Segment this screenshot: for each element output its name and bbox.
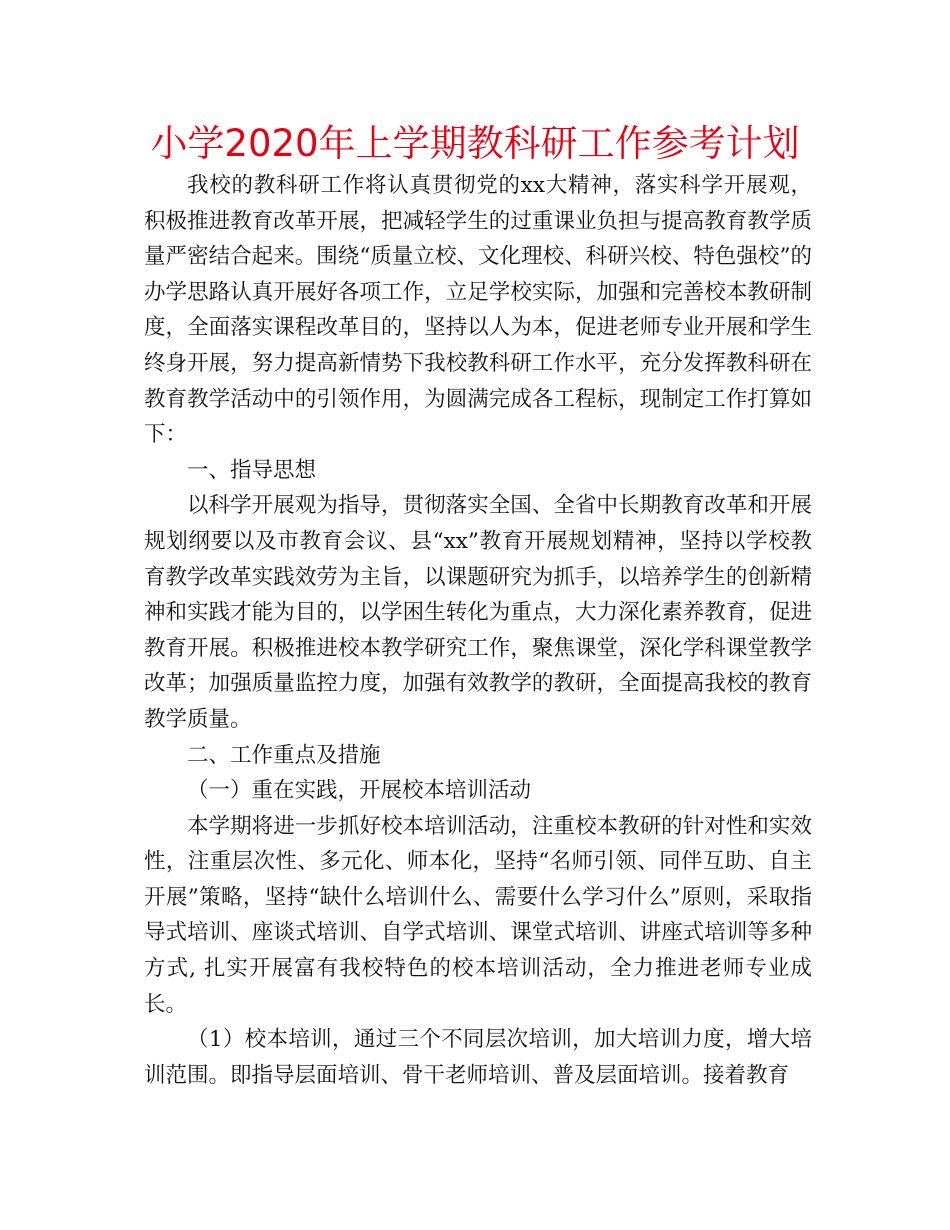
document-title: 小学2020年上学期教科研工作参考计划 bbox=[150, 122, 800, 165]
section-heading-key-work: 二、工作重点及措施 bbox=[187, 742, 381, 768]
section-heading-guiding-ideology: 一、指导思想 bbox=[187, 457, 317, 483]
school-training-item-1: （1）校本培训，通过三个不同层次培训，加大培训力度，增大培训范围。即指导层面培训、骨干老师培训、普及层面培训。接着教育 bbox=[144, 1027, 812, 1088]
document-body bbox=[144, 168, 812, 1093]
guiding-ideology-paragraph: 以科学开展观为指导，贯彻落实全国、全省中长期教育改革和开展规划纲要以及市教育会议、县“xx”教育开展规划精神，坚持以学校教育教学改革实践效劳为主旨，以课题研究为抓手，以培养学生的创新精神和实践才能为目的，以学困生转化为重点，大力深化素养教育，促进教育开展。积极推进校本教学研究工作，聚焦课堂，深化学科课堂教学改革；加强质量监控力度，加强有效教学的教研，全面提高我校的教育教学质量。 bbox=[144, 493, 812, 732]
intro-paragraph: 我校的教科研工作将认真贯彻党的xx大精神，落实科学开展观，积极推进教育改革开展，把减轻学生的过重课业负担与提高教育教学质量严密结合起来。围绕“质量立校、文化理校、科研兴校、特色强校”的办学思路认真开展好各项工作，立足学校实际，加强和完善校本教研制度，全面落实课程改革目的，坚持以人为本，促进老师专业开展和学生终身开展，努力提高新情势下我校教科研工作水平，充分发挥教科研在教育教学活动中的引领作用，为圆满完成各工程标，现制定工作打算如下： bbox=[144, 173, 812, 448]
school-training-paragraph: 本学期将进一步抓好校本培训活动，注重校本教研的针对性和实效性，注重层次性、多元化、师本化，坚持“名师引领、同伴互助、自主开展”策略，坚持“缺什么培训什么、需要什么学习什么”原则，采取指导式培训、座谈式培训、自学式培训、课堂式培训、讲座式培训等多种方式, 扎实开展富有我校特色的校本培训活动，全力推进老师专业成长。 bbox=[144, 813, 812, 1017]
subsection-heading-school-training: （一）重在实践，开展校本培训活动 bbox=[187, 778, 532, 804]
